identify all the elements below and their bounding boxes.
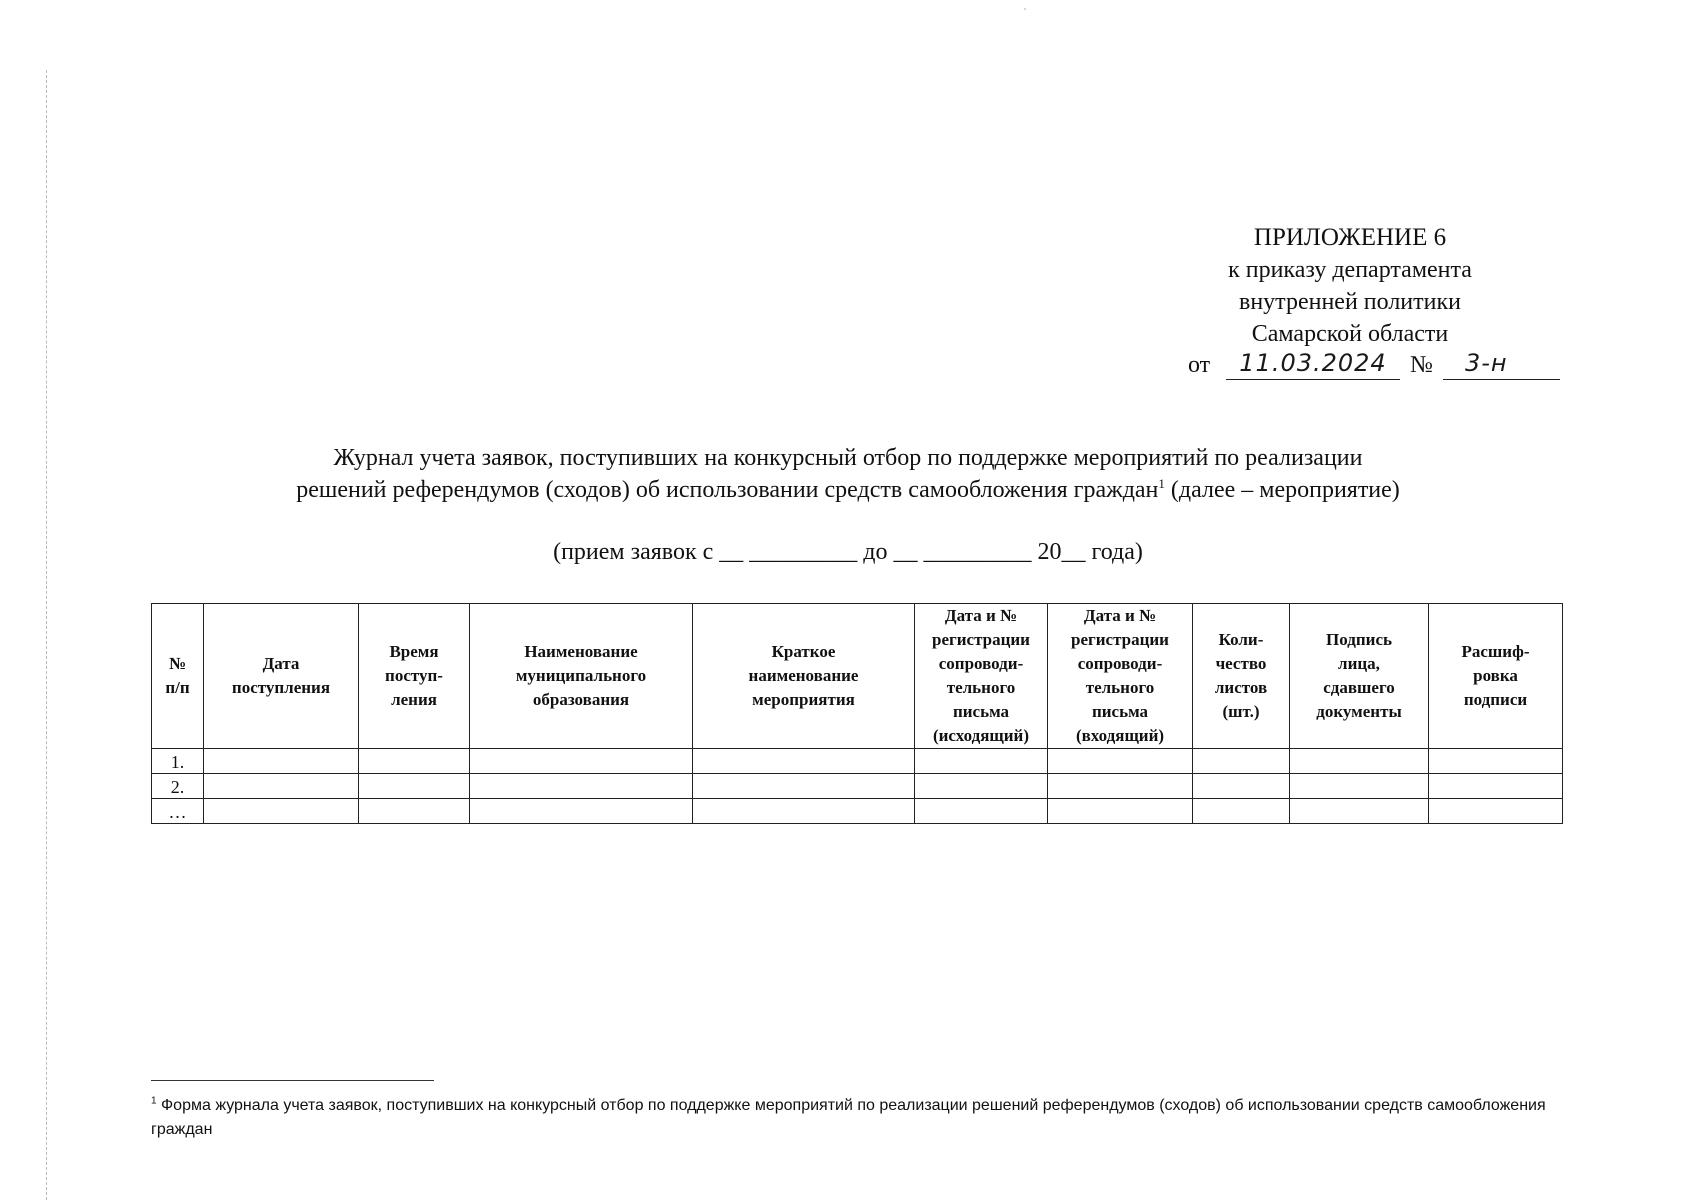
table-cell [1048,799,1193,824]
title-footnote-ref: 1 [1158,476,1165,491]
title-line-2-text: решений референдумов (сходов) об использовании средств самообложения граждан [296,477,1159,503]
column-header-receipt-time: Время поступ- ления [359,604,470,749]
approval-line-3: Самарской области [1251,321,1449,347]
column-header-municipality: Наименование муниципального образования [470,604,693,749]
table-cell [1193,799,1290,824]
row-number-cell: 1. [152,749,204,774]
table-cell [359,799,470,824]
column-header-event-name: Краткое наименование мероприятия [693,604,915,749]
table-cell [1048,774,1193,799]
table-cell [1290,799,1429,824]
footnote-text: Форма журнала учета заявок, поступивших на конкурсный отбор по поддержке мероприятий по реализации решений референдумов (сходов) об использовании средств самообложения граждан [151,1097,1546,1138]
table-cell [915,799,1048,824]
table-cell [204,799,359,824]
document-title [150,442,1546,506]
applications-journal-table [151,603,1563,824]
row-number-cell: … [152,799,204,824]
table-cell [693,799,915,824]
table-row [152,799,1563,824]
table-cell [204,774,359,799]
row-number-cell: 2. [152,774,204,799]
order-date-field: 11.03.2024 [1226,348,1400,380]
column-header-number: № п/п [152,604,204,749]
scan-artifact-dot [1024,8,1026,10]
reception-period-line: (прием заявок с __ _________ до __ _________ 20__ года) [553,539,1143,565]
approval-line-1: к приказу департамента [1228,257,1472,283]
table-cell [915,774,1048,799]
table-header-row [152,604,1563,749]
footnote-separator [151,1080,434,1081]
table-row [152,774,1563,799]
scan-edge-line [46,70,47,1200]
table-cell [693,774,915,799]
column-header-sheet-count: Коли- чество листов (шт.) [1193,604,1290,749]
column-header-signature: Подпись лица, сдавшего документы [1290,604,1429,749]
table-cell [1193,774,1290,799]
table-cell [1429,749,1563,774]
column-header-incoming-letter: Дата и № регистрации сопроводи- тельного письма (входящий) [1048,604,1193,749]
title-line-2-tail: (далее – мероприятие) [1164,477,1400,503]
column-header-outgoing-letter: Дата и № регистрации сопроводи- тельного письма (исходящий) [915,604,1048,749]
column-header-receipt-date: Дата поступления [204,604,359,749]
table-cell [693,749,915,774]
table-cell [359,774,470,799]
table-cell [470,774,693,799]
order-number-field: 3-н [1443,348,1560,380]
table-cell [1290,749,1429,774]
table-cell [1048,749,1193,774]
title-line-1: Журнал учета заявок, поступивших на конкурсный отбор по поддержке мероприятий по реализации [333,445,1363,471]
footnote [151,1094,1591,1142]
table-cell [359,749,470,774]
order-reference-line [1188,348,1560,382]
table-cell [470,799,693,824]
footnote-marker: 1 [151,1095,157,1107]
table-cell [915,749,1048,774]
table-cell [204,749,359,774]
table-cell [1193,749,1290,774]
table-cell [1290,774,1429,799]
table-row [152,749,1563,774]
table-cell [1429,774,1563,799]
title-line-2 [150,474,1546,506]
table-cell [1429,799,1563,824]
table-cell [470,749,693,774]
approval-block [1180,222,1520,350]
appendix-heading: ПРИЛОЖЕНИЕ 6 [1253,224,1447,251]
approval-line-2: внутренней политики [1239,289,1461,315]
date-label: от [1188,352,1211,378]
number-label: № [1410,352,1433,378]
column-header-signature-decoding: Расшиф- ровка подписи [1429,604,1563,749]
